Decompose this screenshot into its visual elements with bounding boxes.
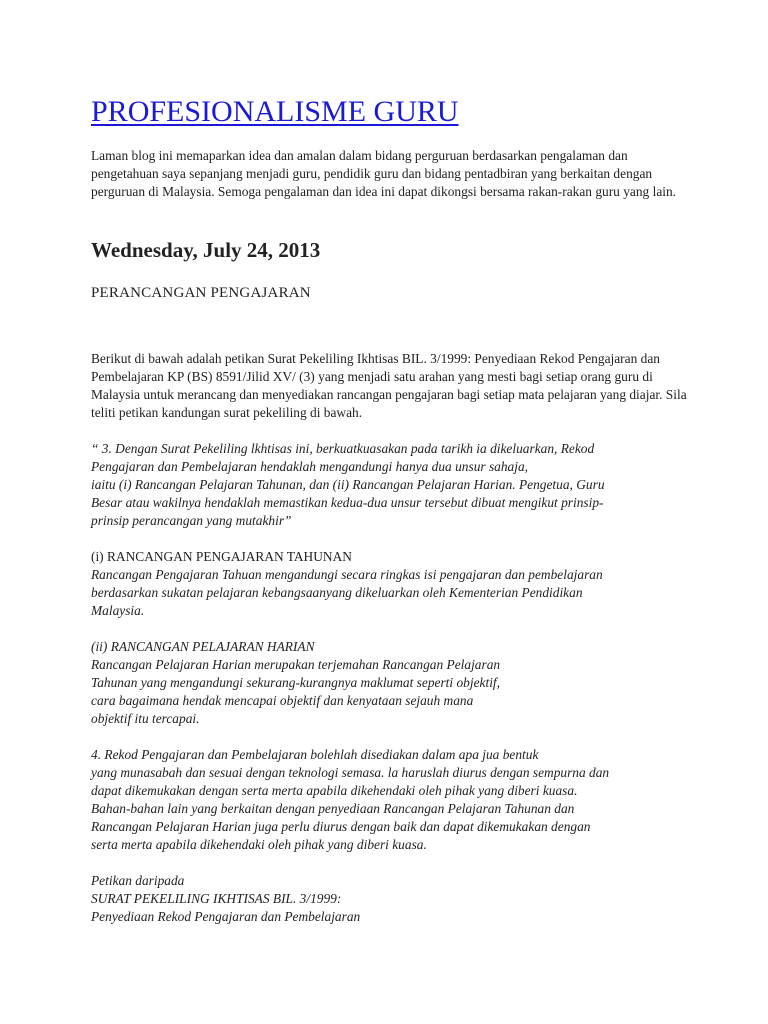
section-line: Rancangan Pelajaran Harian juga perlu diurus dengan baik dan dapat dikemukakan dengan <box>91 819 591 834</box>
quote-line: Pengajaran dan Pembelajaran hendaklah mengandungi hanya dua unsur sahaja, <box>91 459 529 474</box>
section-heading-harian: (ii) RANCANGAN PELAJARAN HARIAN <box>91 639 315 654</box>
source-line: SURAT PEKELILING IKHTISAS BIL. 3/1999: <box>91 891 342 906</box>
post-title: PERANCANGAN PENGAJARAN <box>91 285 311 301</box>
section-line: Bahan-bahan lain yang berkaitan dengan penyediaan Rancangan Pelajaran Tahunan dan <box>91 801 575 816</box>
section-heading-tahunan: (i) RANCANGAN PENGAJARAN TAHUNAN <box>91 549 352 564</box>
section-line: dapat dikemukakan dengan serta merta apabila dikehendaki oleh pihak yang diberi kuasa. <box>91 783 578 798</box>
blog-title <box>91 92 459 132</box>
section-tahunan <box>91 548 691 620</box>
section-line: objektif itu tercapai. <box>91 711 200 726</box>
source-citation <box>91 872 691 926</box>
section-harian <box>91 638 691 728</box>
section-line: Rancangan Pengajaran Tahuan mengandungi secara ringkas isi pengajaran dan pembelajaran <box>91 567 603 582</box>
post-date-header: Wednesday, July 24, 2013 <box>91 238 321 262</box>
blog-description: Laman blog ini memaparkan idea dan amalan dalam bidang perguruan berdasarkan pengalaman dan pengetahuan saya sepanjang menjadi guru, pendidik guru dan bidang pentadbiran yang berkaitan dengan perguruan di Malaysia. Semoga pengalaman dan idea ini dapat dikongsi bersama rakan-rakan guru yang lain. <box>91 148 677 199</box>
section-line: 4. Rekod Pengajaran dan Pembelajaran bolehlah disediakan dalam apa jua bentuk <box>91 747 539 762</box>
source-line: Penyediaan Rekod Pengajaran dan Pembelajaran <box>91 909 361 924</box>
quote-line: iaitu (i) Rancangan Pelajaran Tahunan, dan (ii) Rancangan Pelajaran Harian. Pengetua, Guru <box>91 477 605 492</box>
source-line: Petikan daripada <box>91 873 185 888</box>
section-line: Tahunan yang mengandungi sekurang-kurangnya maklumat seperti objektif, <box>91 675 500 690</box>
section-line: serta merta apabila dikehendaki oleh pihak yang diberi kuasa. <box>91 837 427 852</box>
post-intro-paragraph: Berikut di bawah adalah petikan Surat Pekeliling Ikhtisas BIL. 3/1999: Penyediaan Rekod Pengajaran dan Pembelajaran KP (BS) 8591/Jilid XV/ (3) yang menjadi satu arahan yang mesti bagi setiap orang guru di Malaysia untuk merancang dan menyediakan rancangan pengajaran bagi setiap mata pelajaran yang diajar. Sila teliti petikan kandungan surat pekeliling di bawah. <box>91 351 687 420</box>
section-line: berdasarkan sukatan pelajaran kebangsaanyang dikeluarkan oleh Kementerian Pendidikan <box>91 585 583 600</box>
section-line: yang munasabah dan sesuai dengan teknologi semasa. la haruslah diurus dengan sempurna dan <box>91 765 610 780</box>
quote-line: Besar atau wakilnya hendaklah memastikan kedua-dua unsur tersebut dibuat mengikut prinsip- <box>91 495 604 510</box>
section-line: Malaysia. <box>91 603 145 618</box>
quote-paragraph <box>91 440 691 530</box>
section-line: cara bagaimana hendak mencapai objektif dan kenyataan sejauh mana <box>91 693 474 708</box>
quote-line: prinsip perancangan yang mutakhir” <box>91 513 292 528</box>
section-4-paragraph <box>91 746 691 854</box>
quote-line: “ 3. Dengan Surat Pekeliling lkhtisas ini, berkuatkuasakan pada tarikh ia dikeluarkan, Rekod <box>91 441 595 456</box>
blog-title-link[interactable]: PROFESIONALISME GURU <box>91 95 459 128</box>
section-line: Rancangan Pelajaran Harian merupakan terjemahan Rancangan Pelajaran <box>91 657 501 672</box>
post-body <box>91 350 691 926</box>
